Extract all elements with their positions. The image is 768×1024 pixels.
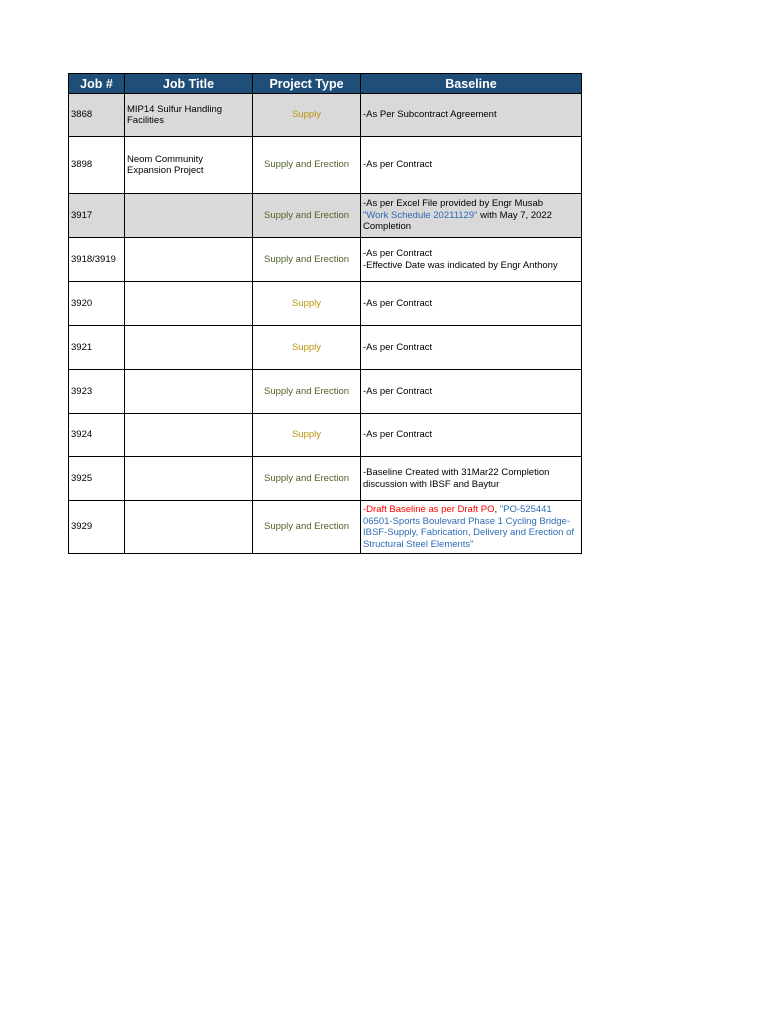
baseline-cell bbox=[361, 137, 582, 194]
table-row bbox=[69, 282, 582, 326]
project-type: Supply and Erection bbox=[253, 238, 361, 282]
project-type: Supply and Erection bbox=[253, 370, 361, 414]
job-number: 3918/3919 bbox=[69, 238, 125, 282]
baseline-text: -As per Contract bbox=[363, 385, 433, 397]
baseline-table bbox=[68, 73, 582, 554]
job-title bbox=[125, 282, 253, 326]
baseline-cell bbox=[361, 326, 582, 370]
baseline-cell bbox=[361, 194, 582, 238]
baseline-text: -As per Excel File provided by Engr Musab bbox=[363, 198, 544, 210]
baseline-separator: , bbox=[494, 504, 500, 515]
baseline-text: with May 7, 2022 Completion bbox=[363, 209, 552, 233]
table-row bbox=[69, 94, 582, 137]
project-type: Supply bbox=[253, 94, 361, 137]
project-type: Supply and Erection bbox=[253, 457, 361, 501]
baseline-text: -As per Contract bbox=[363, 341, 433, 353]
table-row bbox=[69, 457, 582, 501]
baseline-cell bbox=[361, 370, 582, 414]
project-type: Supply and Erection bbox=[253, 194, 361, 238]
table-row bbox=[69, 238, 582, 282]
project-type: Supply bbox=[253, 414, 361, 457]
job-number: 3921 bbox=[69, 326, 125, 370]
baseline-cell bbox=[361, 282, 582, 326]
baseline-text: -As per Contract bbox=[363, 248, 433, 259]
job-number: 3924 bbox=[69, 414, 125, 457]
job-title bbox=[125, 370, 253, 414]
baseline-reference: "PO-525441 06501-Sports Boulevard Phase 1 Cycling Bridge-IBSF-Supply, Fabrication, Delivery and Erection of Structural Steel Elements" bbox=[363, 504, 575, 550]
job-number: 3920 bbox=[69, 282, 125, 326]
baseline-text: -Baseline Created with 31Mar22 Completion discussion with IBSF and Baytur bbox=[363, 467, 550, 490]
job-title bbox=[125, 326, 253, 370]
table-row bbox=[69, 501, 582, 554]
job-number: 3923 bbox=[69, 370, 125, 414]
project-type: Supply and Erection bbox=[253, 501, 361, 554]
baseline-cell bbox=[361, 94, 582, 137]
baseline-text: -As Per Subcontract Agreement bbox=[363, 109, 497, 121]
baseline-text: -As per Contract bbox=[363, 297, 433, 309]
header-job-number: Job # bbox=[69, 74, 125, 94]
header-baseline: Baseline bbox=[361, 74, 582, 94]
project-type: Supply and Erection bbox=[253, 137, 361, 194]
baseline-cell bbox=[361, 501, 582, 554]
job-title bbox=[125, 414, 253, 457]
project-type: Supply bbox=[253, 282, 361, 326]
job-title bbox=[125, 457, 253, 501]
baseline-draft-note: -Draft Baseline as per Draft PO bbox=[363, 504, 495, 515]
table-row bbox=[69, 137, 582, 194]
job-title: Neom Community Expansion Project bbox=[125, 137, 253, 194]
job-title bbox=[125, 501, 253, 554]
job-number: 3917 bbox=[69, 194, 125, 238]
baseline-text: -Effective Date was indicated by Engr Anthony bbox=[363, 259, 558, 271]
baseline-reference: "Work Schedule 20211129" bbox=[363, 209, 478, 221]
header-job-title: Job Title bbox=[125, 74, 253, 94]
baseline-cell bbox=[361, 238, 582, 282]
baseline-text: -As per Contract bbox=[363, 429, 433, 441]
baseline-cell bbox=[361, 457, 582, 501]
header-row bbox=[69, 74, 582, 94]
table-row bbox=[69, 194, 582, 238]
project-type: Supply bbox=[253, 326, 361, 370]
baseline-cell bbox=[361, 414, 582, 457]
baseline-text: -As per Contract bbox=[363, 159, 433, 171]
table-row bbox=[69, 326, 582, 370]
job-number: 3925 bbox=[69, 457, 125, 501]
job-title bbox=[125, 194, 253, 238]
job-title bbox=[125, 238, 253, 282]
job-number: 3929 bbox=[69, 501, 125, 554]
job-number: 3868 bbox=[69, 94, 125, 137]
job-number: 3898 bbox=[69, 137, 125, 194]
header-project-type: Project Type bbox=[253, 74, 361, 94]
job-title: MIP14 Sulfur Handling Facilities bbox=[125, 94, 253, 137]
table-row bbox=[69, 414, 582, 457]
table-row bbox=[69, 370, 582, 414]
